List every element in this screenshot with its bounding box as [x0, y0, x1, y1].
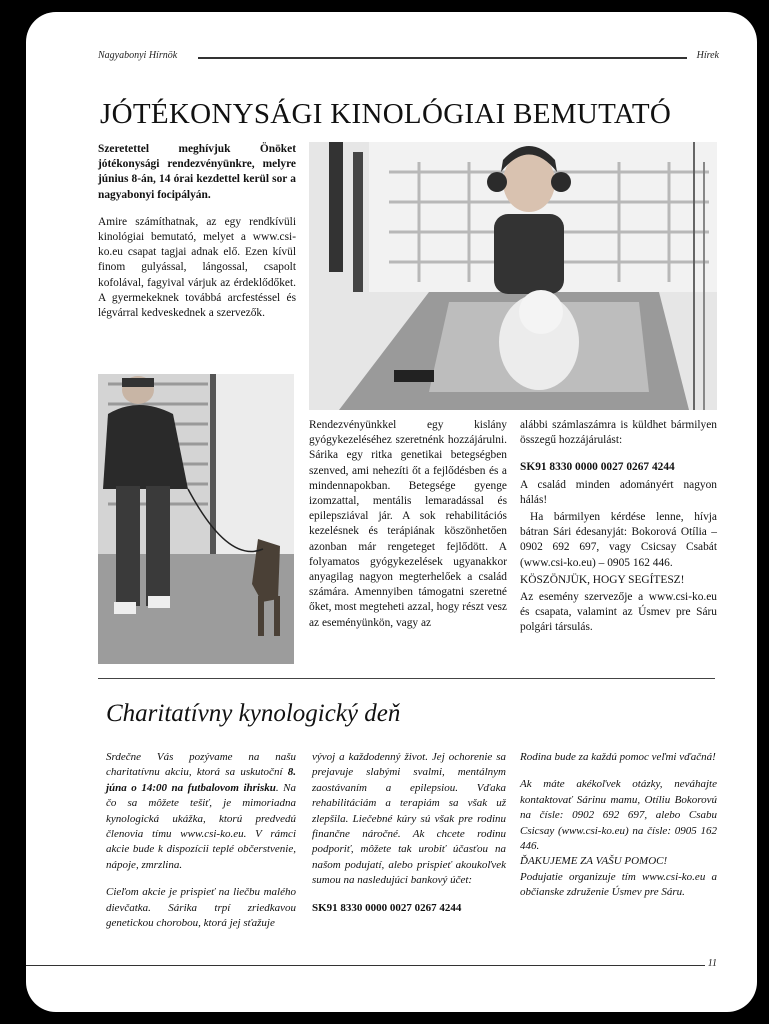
page-number: 11: [707, 958, 717, 969]
sk-p1-end: . Na čo sa môžete tešiť, je mimoriadna kynologická ukážka, ktorú predvedú členovia tímu www.csi-ko.eu. V rámci akcie bude k dispozícii teplé občerstvenie, nápoje, zmrzlina.: [106, 781, 296, 871]
sk-thank-you: ĎAKUJEME ZA VAŠU POMOC!: [520, 855, 668, 868]
photo-dog-handler: [98, 374, 294, 664]
hu-iban: SK91 8330 0000 0027 0267 4244: [520, 461, 675, 474]
hu-organizer: Az esemény szervezője a www.csi-ko.eu és csapata, valamint az Úsmev pre Sáru polgári társulás.: [520, 591, 717, 634]
section-label: Hírek: [696, 50, 719, 61]
sk-iban: SK91 8330 0000 0027 0267 4244: [312, 901, 462, 914]
masthead: Nagyabonyi Hírnök: [98, 50, 178, 61]
hu-thank-you: KÖSZÖNJÜK, HOGY SEGÍTESZ!: [520, 573, 685, 586]
sk-event-datetime: 8. júna o 14:00 na futbalovom ihrisku: [106, 766, 296, 794]
hu-column-2: [309, 418, 507, 643]
sk-column-3: [520, 750, 717, 913]
sk-thanks-family: Rodina bude za každú pomoc veľmi vďačná!: [520, 751, 716, 763]
newspaper-page: [26, 12, 757, 1012]
article-title: JÓTÉKONYSÁGI KINOLÓGIAI BEMUTATÓ: [100, 98, 672, 130]
hu-intro: Szeretettel meghívjuk Önöket jótékonysági rendezvényünkre, melyre június 8-án, 14 órai kezdettel kerül sor a nagyabonyi focipályán.: [98, 143, 296, 201]
hu-column-2-text: Rendezvényünkkel egy kislány gyógykezeléséhez szeretnénk hozzájárulni. Sárika egy ritka genetikai betegségben szenved, ami nehezíti őt a fejlődésben és a mindennapokban. Betegsége gyenge izomzattal, mentális lemaradással és epilepsziával jár. A sok rehabilitációs kezelésnek és terápiának köszönhetően azonban már rengeteget fejlődött. A folyamatos gyógykezelések ugyanakkor anyagilag nagyon megterhelőek a család számára. Amennyiben támogatni szeretné őket, most megteheti azzal, hogy részt vesz az eseményünkön, vagy az: [309, 419, 507, 629]
hu-column-3: [520, 418, 717, 648]
sk-p1-start: Srdečne Vás pozývame na našu charitatívnu akciu, ktorá sa uskutoční: [106, 751, 296, 779]
footer-rule: [26, 965, 705, 966]
photo-girl-therapy: [309, 142, 717, 410]
hu-column-1: [98, 142, 296, 333]
hu-contact: Ha bármilyen kérdése lenne, hívja bátran Sári édesanyját: Bokorová Otília – 0902 692 697, vagy Csicsay Csabát (www.csi-ko.eu) – 0905 162 446.: [520, 511, 717, 569]
hu-paragraph-2: Amire számíthatnak, az egy rendkívüli kinológiai bemutató, melyet a www.csi-ko.eu csapat tagjai adnak elő. Ezen kívül finom gulyással, lángossal, csapolt kofolával, fagyival várjuk az érdeklődőket. A gyermekeknek továbbá arcfestéssel és légvárral kedveskednek a szervezők.: [98, 215, 296, 320]
sk-contact: Ak máte akékoľvek otázky, neváhajte kontaktovať Sárinu mamu, Otíliu Bokorovú na čísle: 0902 692 697, alebo Csabu Csicsay (www.csi-ko.eu) na čísle: 0905 162 446.: [520, 778, 717, 853]
header-rule: [198, 57, 687, 59]
hu-thanks-family: A család minden adományért nagyon hálás!: [520, 478, 717, 506]
hu-donation-intro: alábbi számlaszámra is küldhet bármilyen összegű hozzájárulást:: [520, 419, 717, 447]
sk-column-1: [106, 750, 296, 943]
sk-column-2-text: vývoj a každodenný život. Jej ochorenie sa prejavuje slabými svalmi, mentálnym zaostávaním a epilepsiou. Vďaka rehabilitáciám a terapiám sa však už zlepšila. Liečebné kúry sú však pre rodinu finančne náročné. Ak chcete rodinu podporiť, môžete tak urobiť účasťou na našom podujatí, alebo prispieť akoukoľvek sumou na nasledujúci bankový účet:: [312, 751, 506, 887]
sk-paragraph-1: [106, 750, 296, 873]
sk-paragraph-2: Cieľom akcie je prispieť na liečbu malého dievčatka. Sárika trpí zriedkavou genetickou chorobou, ktorá jej sťažuje: [106, 886, 296, 930]
sk-column-2: [312, 750, 506, 928]
sk-article-title: Charitatívny kynologický deň: [106, 700, 401, 727]
sk-organizer: Podujatie organizuje tím www.csi-ko.eu a občianske združenie Úsmev pre Sáru.: [520, 870, 717, 899]
section-divider: [98, 678, 715, 679]
